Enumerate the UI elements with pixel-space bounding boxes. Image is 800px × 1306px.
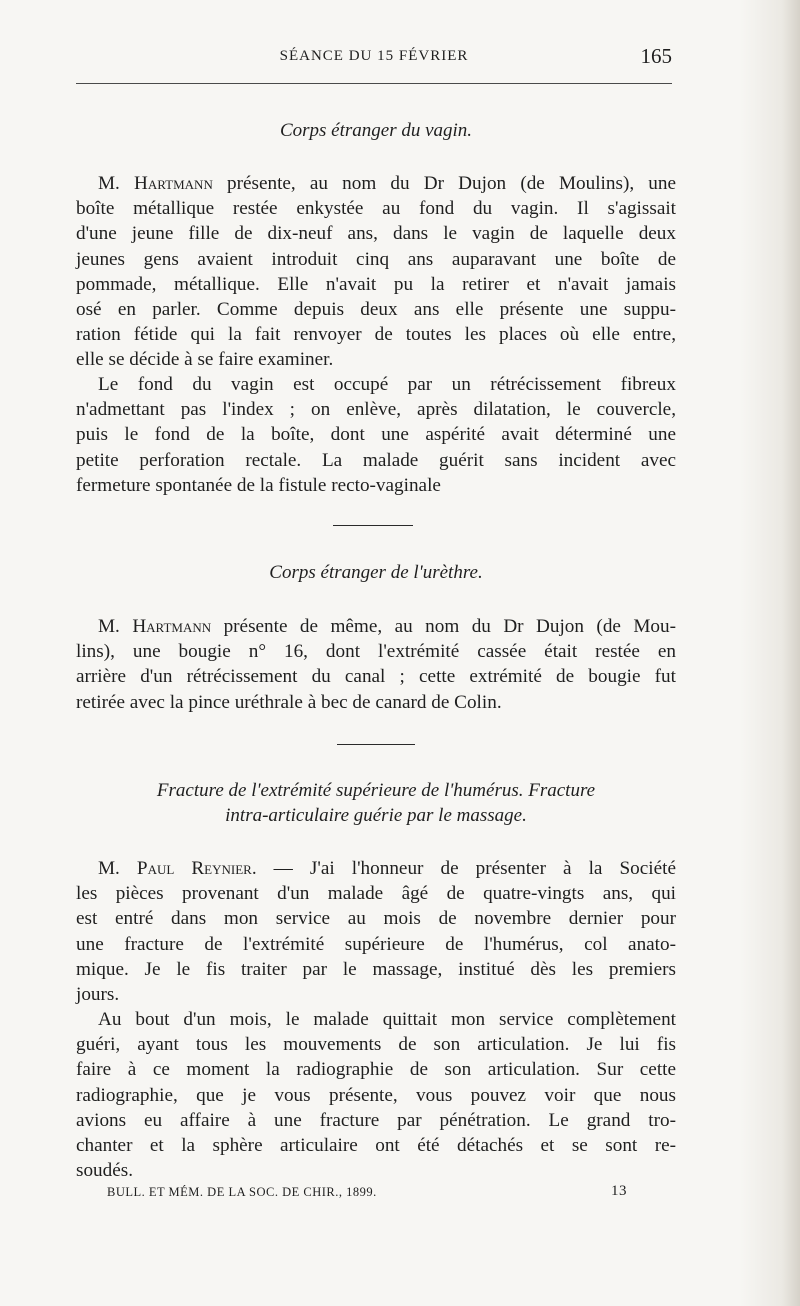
- paragraph-urethre-1: [76, 614, 676, 715]
- text-line: radiographie, que je vous présente, vous pouvez voir que nous: [76, 1084, 676, 1106]
- text-line: Au bout d'un mois, le malade quittait mon service complètement: [98, 1009, 676, 1030]
- text-line: n'admettant pas l'index ; on enlève, après dilatation, le couvercle,: [76, 399, 676, 421]
- section-title-humerus-line1: Fracture de l'extrémité supérieure de l'humérus. Fracture: [156, 780, 596, 801]
- paragraph-humerus-2: [76, 1007, 676, 1183]
- text-line: guéri, ayant tous les mouvements de son articulation. Je lui fis: [76, 1034, 676, 1056]
- journal-reference: BULL. ET MÉM. DE LA SOC. DE CHIR., 1899.: [107, 1185, 377, 1199]
- signature-mark: 13: [611, 1183, 627, 1199]
- text-line: elle se décide à se faire examiner.: [76, 349, 334, 371]
- paragraph-vagin-1: [76, 171, 676, 373]
- text-line: une fracture de l'extrémité supérieure de l'humérus, col anato-: [76, 933, 676, 955]
- text-line: Le fond du vagin est occupé par un rétrécissement fibreux: [98, 374, 676, 395]
- author-name: Hartmann: [132, 616, 212, 637]
- paragraph-humerus-1: [76, 856, 676, 1007]
- section-title-humerus-line2: intra-articulaire guérie par le massage.: [225, 805, 527, 826]
- page-number: 165: [640, 44, 672, 68]
- page-footer: [107, 1183, 627, 1205]
- header-rule: [76, 83, 672, 84]
- text-line: est entré dans mon service au mois de novembre dernier pour: [76, 908, 676, 930]
- text-line: puis le fond de la boîte, dont une aspérité avait déterminé une: [76, 424, 676, 446]
- text-line: pommade, métallique. Elle n'avait pu la retirer et n'avait jamais: [76, 273, 676, 295]
- text-line: soudés.: [76, 1160, 134, 1182]
- text-line: d'une jeune fille de dix-neuf ans, dans le vagin de laquelle deux: [76, 223, 676, 245]
- text-line: retirée avec la pince uréthrale à bec de canard de Colin.: [76, 691, 502, 713]
- text-line: jours.: [76, 984, 120, 1006]
- author-name: Paul Reynier: [136, 858, 252, 879]
- text-line: M. Paul Reynier. — J'ai l'honneur de présenter à la Société: [98, 858, 676, 879]
- text-line: petite perforation rectale. La malade guérit sans incident avec: [76, 449, 676, 471]
- page-header: [76, 44, 672, 74]
- text-line: mique. Je le fis traiter par le massage, institué dès les premiers: [76, 958, 676, 980]
- text-line: boîte métallique restée enkystée au fond du vagin. Il s'agissait: [76, 198, 676, 220]
- author-name: Hartmann: [134, 173, 213, 194]
- text-line: M. Hartmann présente, au nom du Dr Dujon (de Moulins), une: [98, 173, 676, 194]
- running-title: SÉANCE DU 15 FÉVRIER: [279, 48, 469, 64]
- text-line: chanter et la sphère articulaire ont été détachés et se sont re-: [76, 1135, 676, 1157]
- section-divider: [333, 525, 413, 526]
- text-line: lins), une bougie n° 16, dont l'extrémité cassée était restée en: [76, 641, 676, 663]
- section-divider: [337, 744, 415, 745]
- text-line: ration fétide qui la fait renvoyer de toutes les places où elle entre,: [76, 324, 676, 346]
- section-title-vagin: Corps étranger du vagin.: [279, 120, 473, 141]
- paragraph-vagin-2: [76, 372, 676, 498]
- text-line: fermeture spontanée de la fistule recto-vaginale: [76, 474, 441, 496]
- text-line: avions eu affaire à une fracture par pénétration. Le grand tro-: [76, 1109, 676, 1131]
- page-edge-shadow: [740, 0, 800, 1306]
- text-line: jeunes gens avaient introduit cinq ans auparavant une boîte de: [76, 248, 676, 270]
- text-line: les pièces provenant d'un malade âgé de quatre-vingts ans, qui: [76, 883, 676, 905]
- text-line: M. Hartmann présente de même, au nom du Dr Dujon (de Mou-: [98, 616, 677, 637]
- text-line: faire à ce moment la radiographie de son articulation. Sur cette: [76, 1059, 676, 1081]
- text-line: arrière d'un rétrécissement du canal ; cette extrémité de bougie fut: [76, 666, 676, 688]
- text-line: osé en parler. Comme depuis deux ans elle présente une suppu-: [76, 299, 676, 321]
- section-title-urethre: Corps étranger de l'urèthre.: [269, 562, 483, 583]
